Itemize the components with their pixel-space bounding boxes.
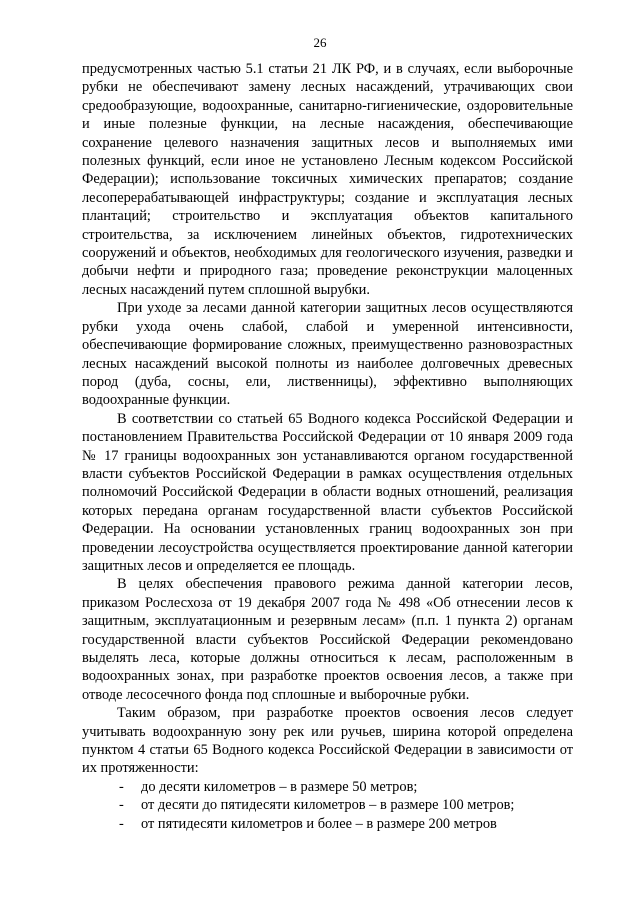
list-item <box>82 778 573 796</box>
paragraph-water-code: В соответствии со статьей 65 Водного кодекса Российской Федерации и постановлением Правительства Российской Федерации от 10 января 2009 года № 17 границы водоохранных зон устанавливаются органом государственной власти субъектов Российской Федерации в рамках осуществления отдельных полномочий Российской Федерации в области водных отношений, реализация которых передана органам государственной власти субъектов Российской Федерации. На основании установленных границ водоохранных зон при проведении лесоустройства осуществляется проектирование данной категории защитных лесов и определяется ее площадь. <box>82 410 573 574</box>
list-item <box>82 796 573 814</box>
page-number: 26 <box>313 35 327 50</box>
paragraph-water-protection-zone: Таким образом, при разработке проектов освоения лесов следует учитывать водоохранную зону рек или ручьев, ширина которой определена пунктом 4 статьи 65 Водного кодекса Российской Федерации в зависимости от их протяженности: <box>82 705 573 777</box>
paragraph-rosleskhoz-order: В целях обеспечения правового режима данной категории лесов, приказом Рослесхоза от 19 декабря 2007 года № 498 «Об отнесении лесов к защитным, эксплуатационным и резервным лесам» (п.п. 1 пункта 2) органам государственной власти субъектов Российской Федерации рекомендовано выделять леса, которые должны относиться к лесам, расположенным в водоохранных зонах, при разработке проектов освоения лесов, а также при отводе лесосечного фонда под сплошные и выборочные рубки. <box>82 576 573 703</box>
bullet-marker: - <box>119 797 124 814</box>
list-item-text: до десяти километров – в размере 50 метров; <box>141 778 418 795</box>
list-item-text: от десяти до пятидесяти километров – в размере 100 метров; <box>141 797 515 814</box>
zone-width-list <box>82 778 573 833</box>
paragraph-prohibited-activities: предусмотренных частью 5.1 статьи 21 ЛК РФ, и в случаях, если выборочные рубки не обеспечивают замену лесных насаждений, утрачивающих свои средообразующие, водоохранные, санитарно-гигиенические, оздоровительные и иные полезные функции, на лесные насаждения, обеспечивающие сохранение целевого назначения защитных лесов и выполняемых ими полезных функций, если иное не установлено Лесным кодексом Российской Федерации); использование токсичных химических препаратов; создание лесоперерабатывающей инфраструктуры; создание и эксплуатация лесных плантаций; строительство и эксплуатация объектов капитального строительства, за исключением линейных объектов, гидротехнических сооружений и объектов, необходимых для геологического изучения, разведки и добычи нефти и природного газа; проведение реконструкции малоценных лесных насаждений путем сплошной вырубки. <box>82 61 573 298</box>
paragraph-thinning-cuts: При уходе за лесами данной категории защитных лесов осуществляются рубки ухода очень слабой, слабой и умеренной интенсивности, обеспечивающие формирование сложных, преимущественно разновозрастных лесных насаждений высокой полноты из наиболее долговечных древесных пород (дуба, сосны, ели, лиственницы), эффективно выполняющих водоохранные функции. <box>82 300 573 409</box>
list-item <box>82 815 573 833</box>
bullet-marker: - <box>119 778 124 795</box>
document-body <box>82 60 573 833</box>
bullet-marker: - <box>119 815 124 832</box>
list-item-text: от пятидесяти километров и более – в размере 200 метров <box>141 815 497 832</box>
